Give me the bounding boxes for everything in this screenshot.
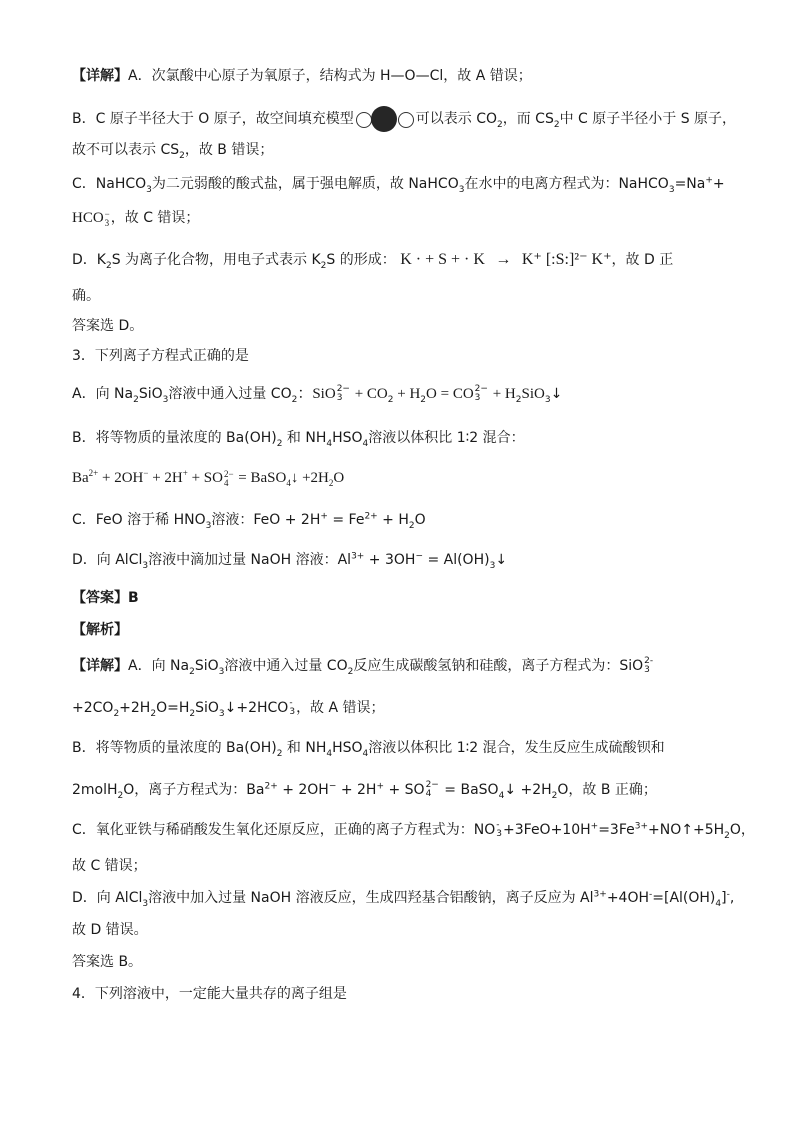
q3-detail-a: 【详解】A．向 $Na_2SiO_3$溶液中通入过量 $CO_2$反应生成碳酸氢钠和硅酸，离子方程式为：SiO 2- 3 [72,656,654,677]
arrow-right-icon: → [495,251,512,268]
q3-option-b-equation: $Ba^{2+} + 2OH^- + 2H^+$ + SO 2− 4 = BaSO$_4$↓ $+2H_2O$ [72,468,345,488]
q3-detail-d-line2: 故 D 错误。 [72,922,148,938]
co2-space-filling-model-icon [356,106,414,132]
q3-option-b: B．将等物质的量浓度的 $Ba(OH)_2$ 和 $NH_4HSO_4$溶液以体积比 1∶2 混合： [72,430,525,449]
detail-b-line: B．C 原子半径大于 O 原子，故空间填充模型 可以表示 $CO_2$，而 $CS_2$中 C 原子半径小于 S 原子， [72,106,736,132]
detail-c-line: C．NaHCO$_3$为二元弱酸的酸式盐，属于强电解质，故 NaHCO$_3$在水中的电离方程式为：NaHCO$_3$=Na++ [72,175,725,195]
detail-c-line2: HCO − 3 ，故 C 错误； [72,208,200,228]
detail-a-text: A．次氯酸中心原子为氧原子，结构式为 H—O—Cl，故 A 错误； [128,68,532,84]
q3-option-a: A．向 $Na_2SiO_3$溶液中通入过量 $CO_2$：SiO 2− 3 + $CO_2 + H_2O$ = CO 2− 3 + $H_2SiO_3↓$ [72,384,563,405]
q3-option-c: C．FeO 溶于稀 $HNO_3$溶液：FeO + $2H^+ = Fe^{2+} + H_2O$ [72,511,426,531]
q3-detail-b-line2: 2molH$_2$O，离子方程式为：$Ba^{2+} + 2OH^- + 2H^+$ + SO 2− 4 = BaSO$_4$↓ $+2H_2O$，故 B 正确； [72,780,657,801]
q3-detail-b: B．将等物质的量浓度的 $Ba(OH)_2$ 和 $NH_4HSO_4$溶液以体积比 1∶2 混合，发生反应生成硫酸钡和 [72,740,665,759]
q3-option-d: D．向 AlCl$_3$溶液中滴加过量 NaOH 溶液：$Al^{3+} + 3OH^-$ = $Al(OH)_3↓$ [72,551,508,571]
q3-detail-d: D．向 AlCl$_3$溶液中加入过量 NaOH 溶液反应，生成四羟基合铝酸钠，离子反应为 $Al^{3+}+4OH^-=[Al(OH)_4]^-$, [72,889,735,909]
q3-detail-a-line2: $+2CO_2+2H_2O=H_2SiO_3↓+2HCO$ - 3 ，故 A 错误； [72,698,385,719]
q4-title: 4．下列溶液中，一定能大量共存的离子组是 [72,986,347,1002]
detail-d-line2: 确。 [72,288,100,304]
answer-d: 答案选 D。 [72,318,144,334]
electron-formula-left: K · + S + · K [400,251,485,268]
q3-answer-final: 答案选 B。 [72,954,143,970]
detail-label: 【详解】 [72,68,128,84]
detail-b-line2: 故不可以表示 $CS_2$，故 B 错误； [72,142,274,161]
q3-title: 3．下列离子方程式正确的是 [72,348,249,364]
q3-answer: 【答案】B [72,590,139,606]
electron-formula-right: K⁺ [:S:]²⁻ K⁺ [521,251,612,268]
q3-analysis-label: 【解析】 [72,622,128,638]
q3-detail-c-line2: 故 C 错误； [72,858,147,874]
detail-a-line [72,66,532,86]
detail-d-line: D．$K_2S$ 为离子化合物，用电子式表示 $K_2S$ 的形成： K · + S + · K → K⁺ [:S:]²⁻ K⁺，故 D 正 [72,251,674,271]
q3-detail-c: C．氧化亚铁与稀硝酸发生氧化还原反应，正确的离子方程式为：NO - 3 $+3FeO+10H^+=3Fe^{3+}+NO↑+5H_2O$， [72,820,755,841]
